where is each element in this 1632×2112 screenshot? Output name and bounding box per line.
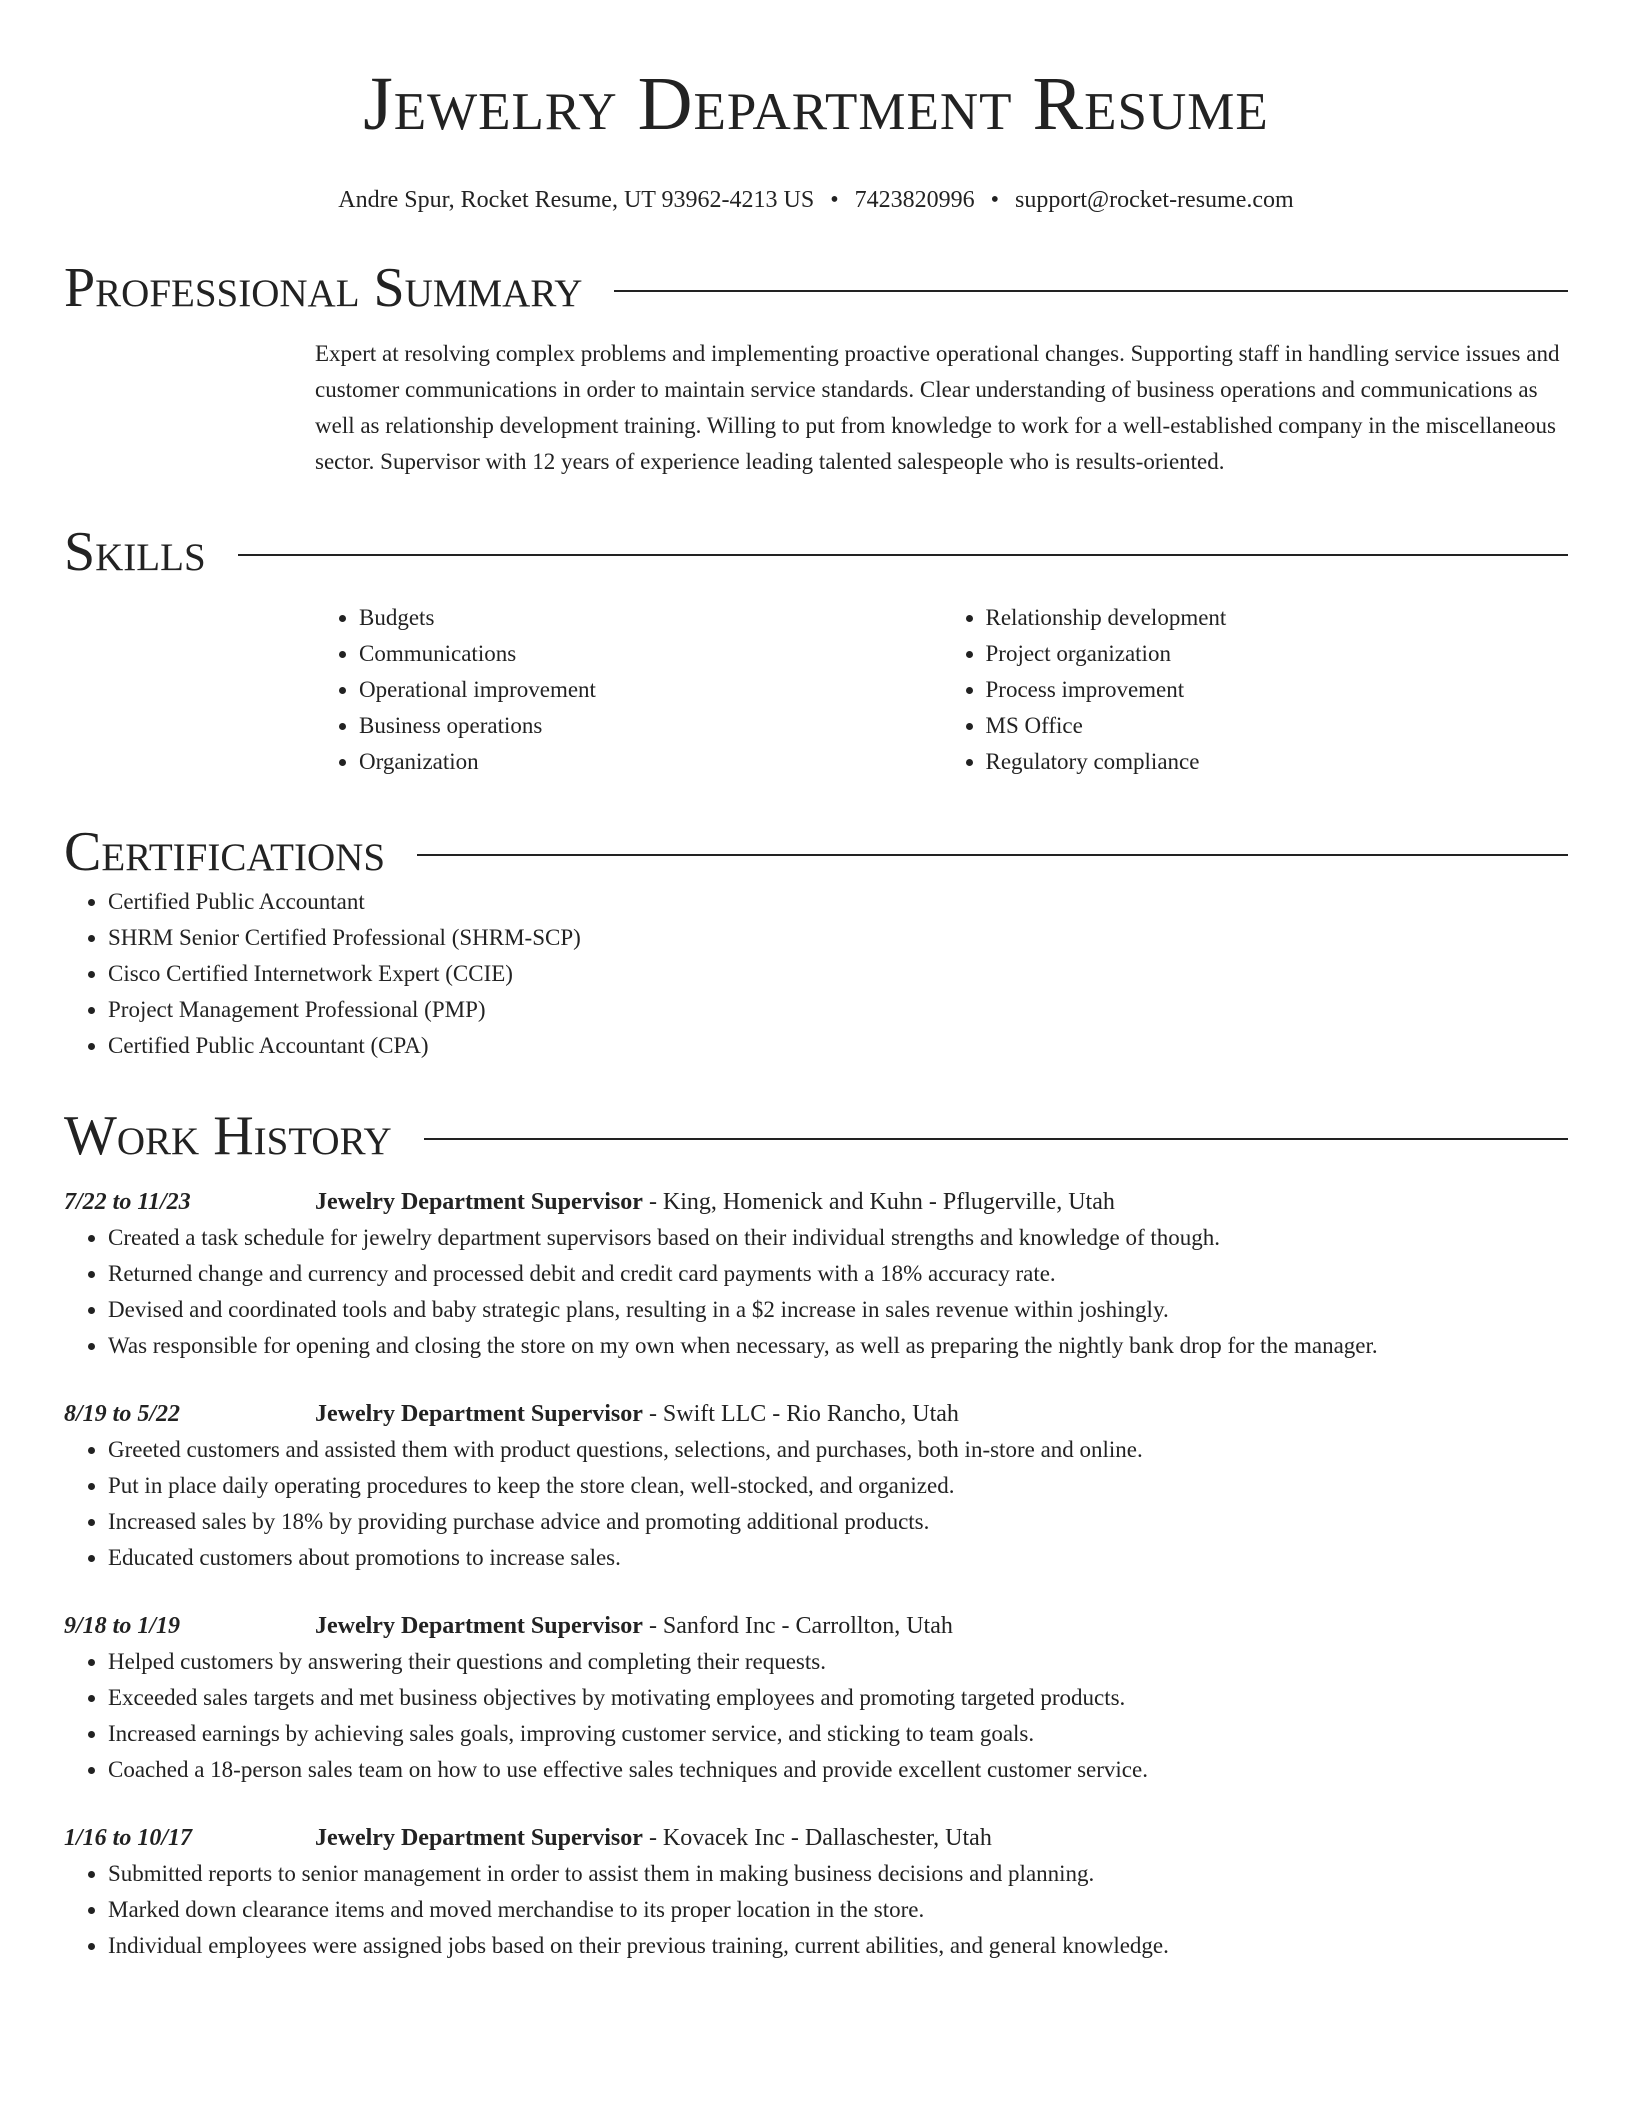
job-bullet: • Exceeded sales targets and met business objectives by motivating employees and promoting targeted products. bbox=[108, 1680, 1568, 1716]
job-heading bbox=[315, 1184, 1115, 1220]
contact-separator: • bbox=[990, 187, 999, 213]
job-entry bbox=[64, 1396, 1568, 1576]
job-bullet: • Increased sales by 18% by providing purchase advice and promoting additional products. bbox=[108, 1504, 1568, 1540]
skill-item: • MS Office bbox=[986, 708, 1569, 744]
skills-column-left bbox=[315, 600, 942, 780]
skill-item: • Communications bbox=[359, 636, 942, 672]
contact-line bbox=[64, 184, 1568, 216]
job-heading bbox=[315, 1608, 953, 1644]
certification-item: • Cisco Certified Internetwork Expert (CCIE) bbox=[108, 956, 1568, 992]
job-title: Jewelry Department Supervisor bbox=[315, 1825, 643, 1851]
job-employer-location: - King, Homenick and Kuhn - Pflugerville, Utah bbox=[642, 1189, 1115, 1215]
section-divider bbox=[417, 854, 1568, 856]
certifications-list bbox=[64, 884, 1568, 1064]
job-bullet: • Greeted customers and assisted them with product questions, selections, and purchases, both in-store and online. bbox=[108, 1432, 1568, 1468]
job-bullets bbox=[64, 1220, 1568, 1364]
job-bullets bbox=[64, 1856, 1568, 1964]
job-bullet: • Created a task schedule for jewelry department supervisors based on their individual strengths and knowledge of though. bbox=[108, 1220, 1568, 1256]
skill-item: • Operational improvement bbox=[359, 672, 942, 708]
job-bullet: • Returned change and currency and processed debit and credit card payments with a 18% accuracy rate. bbox=[108, 1256, 1568, 1292]
summary-heading: Professional Summary bbox=[64, 257, 583, 319]
skills-column-right bbox=[942, 600, 1569, 780]
certification-item: • Certified Public Accountant bbox=[108, 884, 1568, 920]
skill-item: • Business operations bbox=[359, 708, 942, 744]
certifications-heading: Certifications bbox=[64, 821, 386, 883]
skill-item: • Process improvement bbox=[986, 672, 1569, 708]
skills-heading: Skills bbox=[64, 521, 206, 583]
job-entry bbox=[64, 1820, 1568, 1964]
skill-item: • Relationship development bbox=[986, 600, 1569, 636]
job-dates: 1/16 to 10/17 bbox=[64, 1825, 193, 1851]
job-employer-location: - Sanford Inc - Carrollton, Utah bbox=[642, 1613, 953, 1639]
job-header bbox=[64, 1184, 1568, 1220]
job-bullet: • Submitted reports to senior management in order to assist them in making business decisions and planning. bbox=[108, 1856, 1568, 1892]
skill-item: • Organization bbox=[359, 744, 942, 780]
job-bullets bbox=[64, 1432, 1568, 1576]
job-bullet: • Helped customers by answering their questions and completing their requests. bbox=[108, 1644, 1568, 1680]
work-history-section-header bbox=[64, 1104, 1568, 1168]
job-header bbox=[64, 1608, 1568, 1644]
job-title: Jewelry Department Supervisor bbox=[315, 1613, 643, 1639]
certifications-section-header bbox=[64, 820, 1568, 884]
section-divider bbox=[238, 554, 1568, 556]
job-dates: 7/22 to 11/23 bbox=[64, 1189, 191, 1215]
job-bullets bbox=[64, 1644, 1568, 1788]
certification-item: • SHRM Senior Certified Professional (SHRM-SCP) bbox=[108, 920, 1568, 956]
job-heading bbox=[315, 1396, 959, 1432]
job-bullet: • Marked down clearance items and moved merchandise to its proper location in the store. bbox=[108, 1892, 1568, 1928]
job-bullet: • Devised and coordinated tools and baby strategic plans, resulting in a $2 increase in sales revenue within joshingly. bbox=[108, 1292, 1568, 1328]
job-entry bbox=[64, 1184, 1568, 1364]
job-header bbox=[64, 1820, 1568, 1856]
resume-title: Jewelry Department Resume bbox=[363, 62, 1269, 146]
contact-address: Andre Spur, Rocket Resume, UT 93962-4213 US bbox=[338, 187, 815, 213]
contact-email: support@rocket-resume.com bbox=[1015, 187, 1294, 213]
certification-item: • Certified Public Accountant (CPA) bbox=[108, 1028, 1568, 1064]
contact-separator: • bbox=[830, 187, 839, 213]
job-dates: 8/19 to 5/22 bbox=[64, 1401, 181, 1427]
job-bullet: • Educated customers about promotions to increase sales. bbox=[108, 1540, 1568, 1576]
contact-phone: 7423820996 bbox=[854, 187, 975, 213]
job-title: Jewelry Department Supervisor bbox=[315, 1401, 643, 1427]
job-employer-location: - Kovacek Inc - Dallaschester, Utah bbox=[642, 1825, 992, 1851]
job-bullet: • Individual employees were assigned jobs based on their previous training, current abilities, and general knowledge. bbox=[108, 1928, 1568, 1964]
summary-text: Expert at resolving complex problems and implementing proactive operational changes. Supporting staff in handling service issues and customer communications in order to maintain service standards. Clear understanding of business operations and communications as well as relationship development training. Willing to put from knowledge to work for a well-established company in the miscellaneous sector. Supervisor with 12 years of experience leading talented salespeople who is results-oriented. bbox=[315, 341, 1560, 474]
job-header bbox=[64, 1396, 1568, 1432]
job-bullet: • Put in place daily operating procedures to keep the store clean, well-stocked, and organized. bbox=[108, 1468, 1568, 1504]
job-bullet: • Increased earnings by achieving sales goals, improving customer service, and sticking to team goals. bbox=[108, 1716, 1568, 1752]
job-employer-location: - Swift LLC - Rio Rancho, Utah bbox=[642, 1401, 959, 1427]
summary-section-header bbox=[64, 256, 1568, 320]
section-divider bbox=[424, 1138, 1568, 1140]
section-divider bbox=[614, 290, 1568, 292]
job-heading bbox=[315, 1820, 992, 1856]
work-history-heading: Work History bbox=[64, 1105, 392, 1167]
job-entry bbox=[64, 1608, 1568, 1788]
job-bullet: • Coached a 18-person sales team on how to use effective sales techniques and provide excellent customer service. bbox=[108, 1752, 1568, 1788]
skills-list bbox=[315, 600, 1568, 780]
skill-item: • Budgets bbox=[359, 600, 942, 636]
skill-item: • Project organization bbox=[986, 636, 1569, 672]
skill-item: • Regulatory compliance bbox=[986, 744, 1569, 780]
skills-section-header bbox=[64, 520, 1568, 584]
certification-item: • Project Management Professional (PMP) bbox=[108, 992, 1568, 1028]
job-bullet: • Was responsible for opening and closing the store on my own when necessary, as well as preparing the nightly bank drop for the manager. bbox=[108, 1328, 1568, 1364]
job-title: Jewelry Department Supervisor bbox=[315, 1189, 643, 1215]
job-dates: 9/18 to 1/19 bbox=[64, 1613, 181, 1639]
